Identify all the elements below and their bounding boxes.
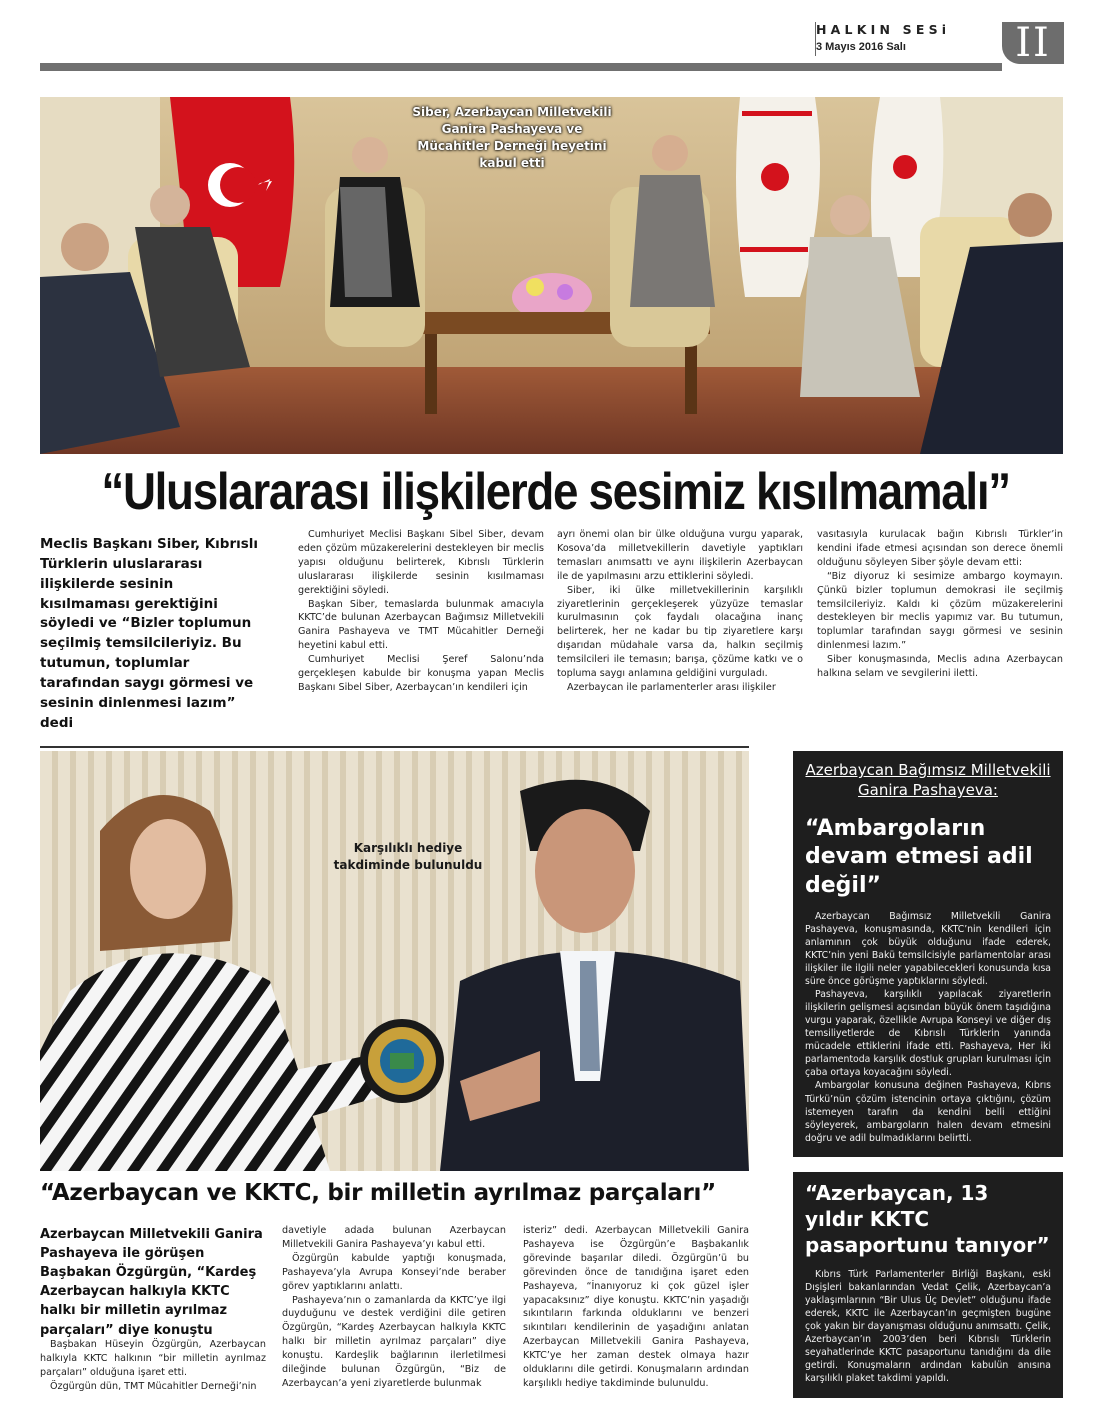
paragraph: ayrı önemi olan bir ülke olduğuna vurgu yaparak, Kosova’da milletvekillerin davetiyle yaptıkları temasları anımsattı ve aynı ilişkilerin Azerbaycan ile de yapılmasını arzu ettiklerini söyledi. [557, 529, 803, 582]
gift-exchange-photo [40, 751, 749, 1171]
paragraph: Siber konuşmasında, Meclis adına Azerbaycan halkına selam ve sevgilerini iletti. [817, 654, 1063, 680]
article1-lead: Meclis Başkanı Siber, Kıbrıslı Türklerin uluslararası ilişkilerde sesinin kısılmaması gerektiğini söyledi ve “Bizler toplumun seçilmiş temsilcileriyiz. Bu tutumun, toplumlar tarafından saygı görmesi ve sesinin dinlenmesi lazım” dedi [40, 536, 259, 731]
top-photo-caption: Siber, Azerbaycan Milletvekili Ganira Pashayeva ve Mücahitler Derneği heyetini kabul etti [412, 105, 612, 171]
paragraph: vasıtasıyla kurulacak bağın Kıbrıslı Türkler’in kendini ifade etmesi açısından son derece önemli olduğunu söyleyen Siber şöyle devam etti: [817, 529, 1063, 568]
paragraph: Cumhuriyet Meclisi Şeref Salonu’nda gerçekleşen kabulde bir konuşma yapan Meclis Başkanı Sibel Siber, Azerbaycan’ın kendileri için [298, 654, 544, 693]
paragraph: davetiyle adada bulunan Azerbaycan Milletvekili Ganira Pashayeva’yı kabul etti. [282, 1225, 506, 1250]
sidebar-pashayeva [793, 751, 1063, 1157]
article2-lead-body [40, 1338, 266, 1394]
article2-headline: “Azerbaycan ve KKTC, bir milletin ayrılmaz parçaları” [40, 1180, 716, 1206]
issue-date: 3 Mayıs 2016 Salı [816, 41, 906, 53]
paragraph: Pashayeva, karşılıklı yapılacak ziyaretlerin ilişkilerin gelişmesi açısından büyük önem taşıdığına vurgu yaparak, özellikle Avrupa Konseyi ve diğer dış temsiliyetlerde de Kıbrıslı Türklerin yanında mücadele ettiklerini ifade etti. Pashayeva, Her iki parlamentoda karşılık dostluk grupları kurulması için çaba ortaya koyacağını söyledi. [805, 989, 1051, 1079]
paragraph: Ambargolar konusuna değinen Pashayeva, Kıbrıs Türkü’nün çözüm istencinin ortaya çıktığını, çözüm istemeyen tarafın da kendini belli ettiğini söyleyerek, ambargoların halen devam etmesini doğru ve adil bulmadıklarını belirtti. [805, 1080, 1051, 1144]
newspaper-name: HALKIN SESi [816, 22, 951, 37]
paragraph: Başkan Siber, temaslarda bulunmak amacıyla KKTC’de bulunan Azerbaycan Bağımsız Milletvekili Ganira Pashayeva ve TMT Mücahitler Derneği heyetini kabul etti. [298, 598, 544, 652]
paragraph: isteriz” dedi. Azerbaycan Milletvekili Ganira Pashayeva ise Özgürgün’e Başbakanlık görevinde başarılar diledi. Özgürgün’ü bu görevinden önce de tanıdığına işaret eden Pashayeva, “İnanıyoruz ki çok güzel işler yapacaksınız” diye konuştu. KKTC’nin yaşadığı sıkıntıların farkında olduklarını ve benzeri sıkıntıları kendilerinin de yaşadığını anlatan Azerbaycan Milletvekili Ganira Pashayeva, KKTC’ye her zaman destek olmaya hazır olduklarını dile getirdi. Konuşmaların ardından karşılıklı hediye takdiminde bulunuldu. [523, 1225, 749, 1389]
main-headline: “Uluslararası ilişkilerde sesimiz kısılmamalı” [101, 463, 1010, 521]
paragraph: Azerbaycan ile parlamenterler arası ilişkiler [567, 681, 776, 693]
article1-column-2 [557, 528, 803, 695]
middle-photo-caption: Karşılıklı hediye takdiminde bulunuldu [333, 841, 483, 873]
paragraph: Azerbaycan Bağımsız Milletvekili Ganira Pashayeva, konuşmasında, KKTC’nin kendileri için anlamının çok büyük olduğunu ifade ederek, KKTC’nin yeni Bakü temsilcisiyle parlamentolar arası ilişkiler ile ilgili neler yapabilecekleri konusunda kısa süre önce görüşme yaptıklarını söyledi. [805, 911, 1051, 988]
sidebar-kicker: Azerbaycan Bağımsız Milletvekili Ganira Pashayeva: [805, 761, 1051, 800]
paragraph: Siber, iki ülke milletvekillerinin karşılıklı ziyaretlerinin gerçekleşerek yüzyüze temaslar kurulmasının çok faydalı olacağına inanç belirterek, her ne kadar bu tip ziyaretlere karşı dışarıdan müdahale varsa da, halkın seçilmiş temsilcileri ile temasın; barışa, çözüme katkı ve o topluma saygı anlamına geldiğini vurguladı. [557, 584, 803, 680]
article1-column-3 [817, 528, 1063, 681]
paragraph: “Biz diyoruz ki sesimize ambargo koymayın. Çünkü bizler toplumun demokrasi ile seçilmiş temsilcileriyiz. Kaldı ki çözüm müzakerelerini destekleyen bir meclis yapımız var. Bu tutumun, toplumlar tarafından saygı görmesi ve sesinin dinlenmesi lazım.” [817, 570, 1063, 652]
article2-column-2 [523, 1224, 749, 1391]
article2-column-1 [282, 1224, 506, 1391]
sidebar-title: “Ambargoların devam etmesi adil değil” [805, 815, 1033, 898]
sidebar-body [793, 1258, 1063, 1385]
section-rule [40, 746, 749, 748]
header-rule [40, 63, 1002, 71]
paragraph: Başbakan Hüseyin Özgürgün, Azerbaycan halkıyla KKTC halkının “bir milletin ayrılmaz parçaları” olduğuna işaret etti. [40, 1339, 266, 1378]
sidebar-title: “Azerbaycan, 13 yıldır KKTC pasaportunu tanıyor” [805, 1181, 1050, 1257]
sidebar-body [793, 900, 1063, 1144]
page-number: II [1002, 22, 1064, 64]
masthead [816, 22, 1006, 53]
article2-lead: Azerbaycan Milletvekili Ganira Pashayeva ile görüşen Başbakan Özgürgün, “Kardeş Azerbaycan halkıyla KKTC halkı bir milletin ayrılmaz parçaları” diye konuştu [40, 1227, 263, 1338]
sidebar-passport [793, 1172, 1063, 1398]
article1-column-1 [298, 528, 544, 695]
paragraph: Kıbrıs Türk Parlamenterler Birliği Başkanı, eski Dışişleri bakanlarından Vedat Çelik, Azerbaycan’a yaklaşımlarının “Bir Ulus Üç Devlet” olduğunu ifade ederek, KKTC ile Azerbaycan’ın geçmişten bugüne çok yakın bir dayanışması olduğunu anımsattı. Çelik, Azerbaycan’ın 2003’den beri Kıbrıslı Türklerin seyahatlerinde KKTC pasaportunu tanıdığını da dile getirdi. Konuşmaların ardından kabulün anısına karşılıklı plaket takdimi yapıldı. [805, 1269, 1051, 1385]
paragraph: Cumhuriyet Meclisi Başkanı Sibel Siber, devam eden çözüm müzakerelerini destekleyen bir meclis yapısı olduğunu belirterek, Kıbrıslı Türklerin uluslararası ilişkilerde sesinin kısılmaması gerektiğini söyledi. [298, 529, 544, 596]
paragraph: Pashayeva’nın o zamanlarda da KKTC’ye ilgi duyduğunu ve destek verdiğini dile getiren Özgürgün, “Kardeş Azerbaycan halkıyla KKTC halkı bir milletin ayrılmaz parçaları” diye konuştu. Kardeşlik bağlarının ilerletilmesi dileğinde bulunan Özgürgün, “Biz de Azerbaycan’a yeni ziyaretlerde bulunmak [282, 1294, 506, 1389]
paragraph: Özgürgün kabulde yaptığı konuşmada, Pashayeva’yla Avrupa Konseyi’nde beraber görev yaptıklarını anlattı. [282, 1252, 506, 1292]
paragraph: Özgürgün dün, TMT Mücahitler Derneği’nin [50, 1380, 257, 1392]
